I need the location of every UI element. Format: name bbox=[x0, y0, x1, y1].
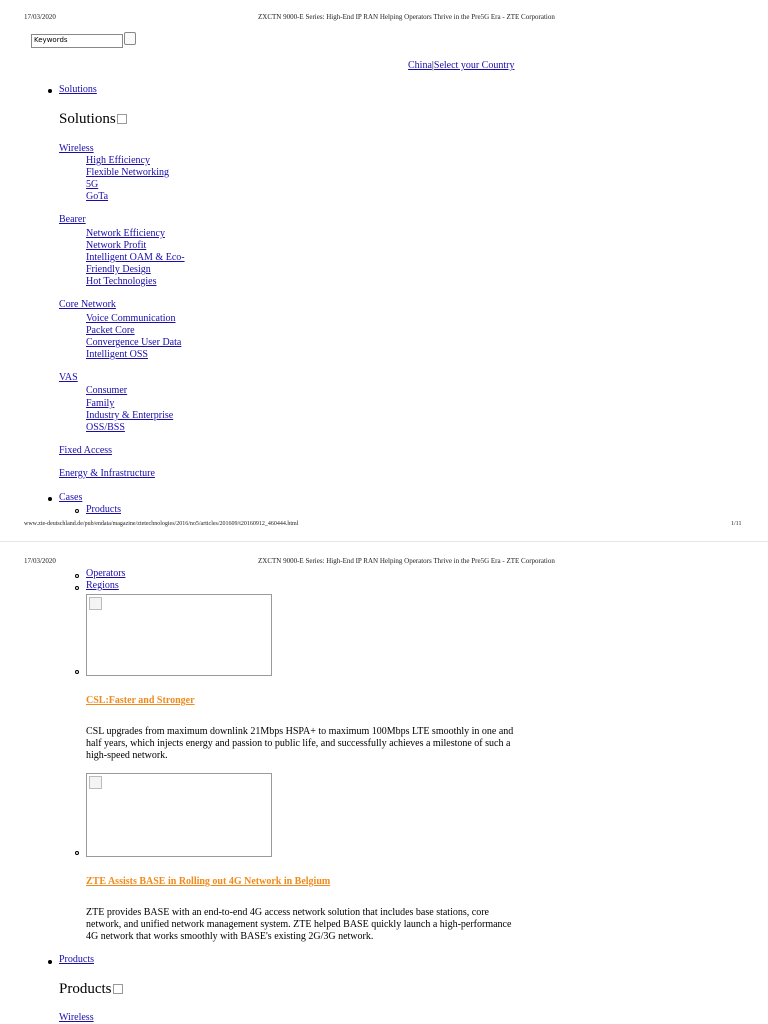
print-date: 17/03/2020 bbox=[24, 13, 56, 21]
menu-core-network[interactable]: Core Network bbox=[59, 299, 116, 310]
products-heading-text: Products bbox=[59, 981, 112, 997]
country-separator: | bbox=[431, 60, 434, 71]
menu-bearer-intelligent-oam[interactable]: Intelligent OAM & Eco- bbox=[86, 252, 185, 263]
search-placeholder: Keywords bbox=[34, 36, 68, 44]
circle-bullet-icon bbox=[75, 670, 79, 674]
solutions-heading-text: Solutions bbox=[59, 111, 116, 127]
case1-description: CSL upgrades from maximum downlink 21Mbps HSPA+ to maximum 100Mbps LTE smoothly in one and half years, which injects energy and passion to public life, and successfully achieves a milestone of such a high-speed network. bbox=[86, 726, 514, 761]
cases-operators-link[interactable]: Operators bbox=[86, 568, 126, 579]
cases-regions-link[interactable]: Regions bbox=[86, 580, 119, 591]
menu-bearer-network-efficiency[interactable]: Network Efficiency bbox=[86, 228, 165, 239]
select-country-link[interactable]: Select your Country bbox=[433, 60, 515, 71]
menu-wireless[interactable]: Wireless bbox=[59, 143, 94, 154]
print-doc-title-2: ZXCTN 9000-E Series: High-End IP RAN Helping Operators Thrive in the Pre5G Era - ZTE Corporation bbox=[258, 557, 555, 565]
menu-bearer-network-profit[interactable]: Network Profit bbox=[86, 240, 147, 251]
menu-wireless-5g[interactable]: 5G bbox=[86, 179, 99, 190]
menu-core-voice-communication[interactable]: Voice Communication bbox=[86, 313, 176, 324]
bullet-icon bbox=[48, 960, 52, 964]
nav-cases[interactable]: Cases bbox=[59, 492, 83, 503]
bullet-icon bbox=[48, 89, 52, 93]
country-selector bbox=[408, 60, 514, 71]
circle-bullet-icon bbox=[75, 851, 79, 855]
broken-image-icon bbox=[89, 597, 102, 610]
broken-image-icon bbox=[113, 984, 123, 994]
broken-image-icon bbox=[89, 776, 102, 789]
footer-url: www.zte-deutschland.de/pub/endata/magazine/ztetechnologies/2016/no5/articles/201609/t20160912_460444.html bbox=[24, 521, 299, 527]
menu-wireless-high-efficiency[interactable]: High Efficiency bbox=[86, 155, 150, 166]
broken-image-icon bbox=[117, 114, 127, 124]
menu-bearer-hot-technologies[interactable]: Hot Technologies bbox=[86, 276, 157, 287]
case1-title-link[interactable]: CSL:Faster and Stronger bbox=[86, 695, 195, 706]
case2-description: ZTE provides BASE with an end-to-end 4G access network solution that includes base stations, core network, and unified network management system. ZTE helped BASE quickly launch a high-performance 4G network that works smoothly with BASE's existing 2G/3G network. bbox=[86, 907, 512, 942]
menu-fixed-access[interactable]: Fixed Access bbox=[59, 445, 113, 456]
menu-wireless-gota[interactable]: GoTa bbox=[86, 191, 109, 202]
circle-bullet-icon bbox=[75, 586, 79, 590]
case-image-placeholder[interactable] bbox=[86, 773, 272, 857]
footer-page-number: 1/11 bbox=[731, 521, 742, 527]
solutions-heading bbox=[59, 111, 127, 128]
circle-bullet-icon bbox=[75, 574, 79, 578]
menu-vas-industry-enterprise[interactable]: Industry & Enterprise bbox=[86, 410, 174, 421]
cases-products-link[interactable]: Products bbox=[86, 504, 121, 515]
menu-vas[interactable]: VAS bbox=[59, 372, 78, 383]
bullet-icon bbox=[48, 497, 52, 501]
menu-energy-infrastructure[interactable]: Energy & Infrastructure bbox=[59, 468, 155, 479]
menu-core-packet-core[interactable]: Packet Core bbox=[86, 325, 135, 336]
search-input[interactable] bbox=[31, 34, 123, 48]
menu-bearer[interactable]: Bearer bbox=[59, 214, 86, 225]
menu-vas-oss-bss[interactable]: OSS/BSS bbox=[86, 422, 125, 433]
country-china-link[interactable]: China bbox=[408, 60, 432, 71]
circle-bullet-icon bbox=[75, 509, 79, 513]
products-heading bbox=[59, 981, 123, 998]
print-doc-title: ZXCTN 9000-E Series: High-End IP RAN Helping Operators Thrive in the Pre5G Era - ZTE Corporation bbox=[258, 13, 555, 21]
case-image-placeholder[interactable] bbox=[86, 594, 272, 676]
menu-vas-consumer[interactable]: Consumer bbox=[86, 385, 128, 396]
case2-title-link[interactable]: ZTE Assists BASE in Rolling out 4G Network in Belgium bbox=[86, 876, 331, 887]
menu-core-intelligent-oss[interactable]: Intelligent OSS bbox=[86, 349, 148, 360]
nav-products[interactable]: Products bbox=[59, 954, 94, 965]
menu-wireless-flexible-networking[interactable]: Flexible Networking bbox=[86, 167, 170, 178]
menu-products-wireless[interactable]: Wireless bbox=[59, 1012, 94, 1023]
print-date-2: 17/03/2020 bbox=[24, 557, 56, 565]
menu-bearer-friendly-design[interactable]: Friendly Design bbox=[86, 264, 151, 275]
menu-vas-family[interactable]: Family bbox=[86, 398, 115, 409]
nav-solutions[interactable]: Solutions bbox=[59, 84, 97, 95]
search-button[interactable] bbox=[124, 32, 136, 45]
page-separator bbox=[0, 541, 768, 542]
menu-core-convergence-user-data[interactable]: Convergence User Data bbox=[86, 337, 182, 348]
